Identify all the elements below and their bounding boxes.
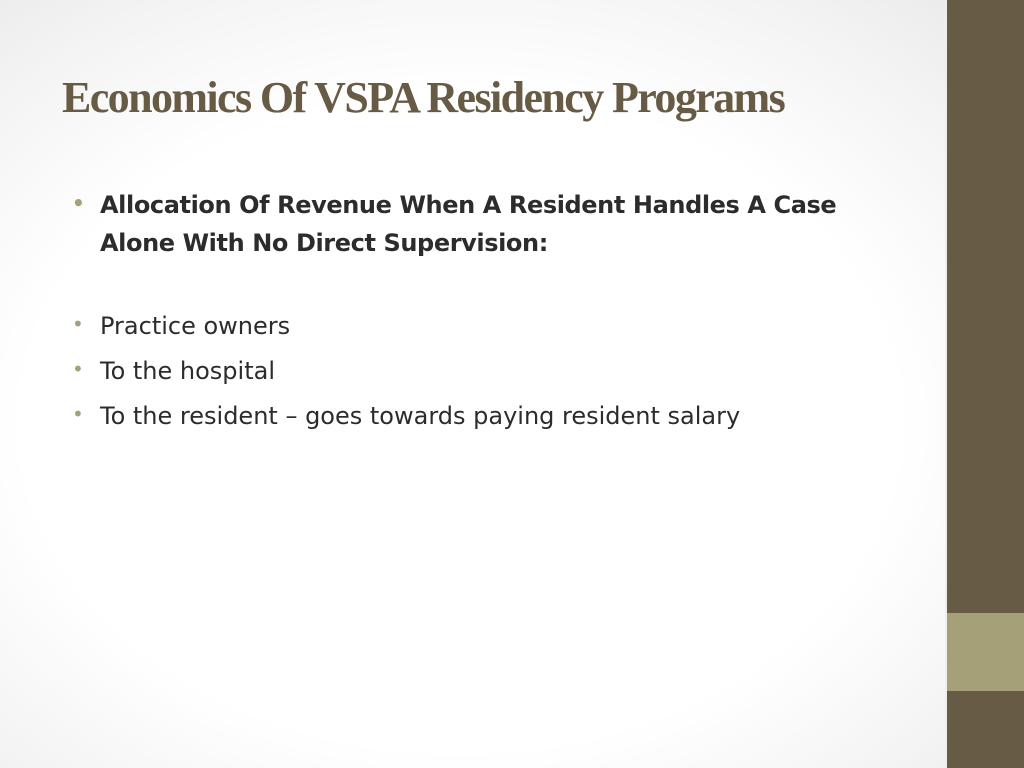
bullet-text: To the resident – goes towards paying resident salary [100, 402, 741, 430]
bullet-icon: • [72, 191, 85, 215]
bullet-icon: • [72, 312, 84, 336]
bullet-item [72, 352, 892, 390]
bullet-item [72, 397, 892, 435]
bullet-text: Allocation Of Revenue When A Resident Handles A Case Alone With No Direct Supervision: [100, 191, 837, 257]
bullet-list [72, 186, 892, 435]
bullet-item [72, 186, 892, 262]
bullet-icon: • [72, 402, 84, 426]
sidebar-accent-block [947, 613, 1024, 691]
slide-title: Economics Of VSPA Residency Programs [62, 73, 785, 122]
bullet-icon: • [72, 357, 84, 381]
bullet-item [72, 307, 892, 345]
bullet-text: To the hospital [100, 357, 275, 385]
bullet-text: Practice owners [100, 312, 291, 340]
